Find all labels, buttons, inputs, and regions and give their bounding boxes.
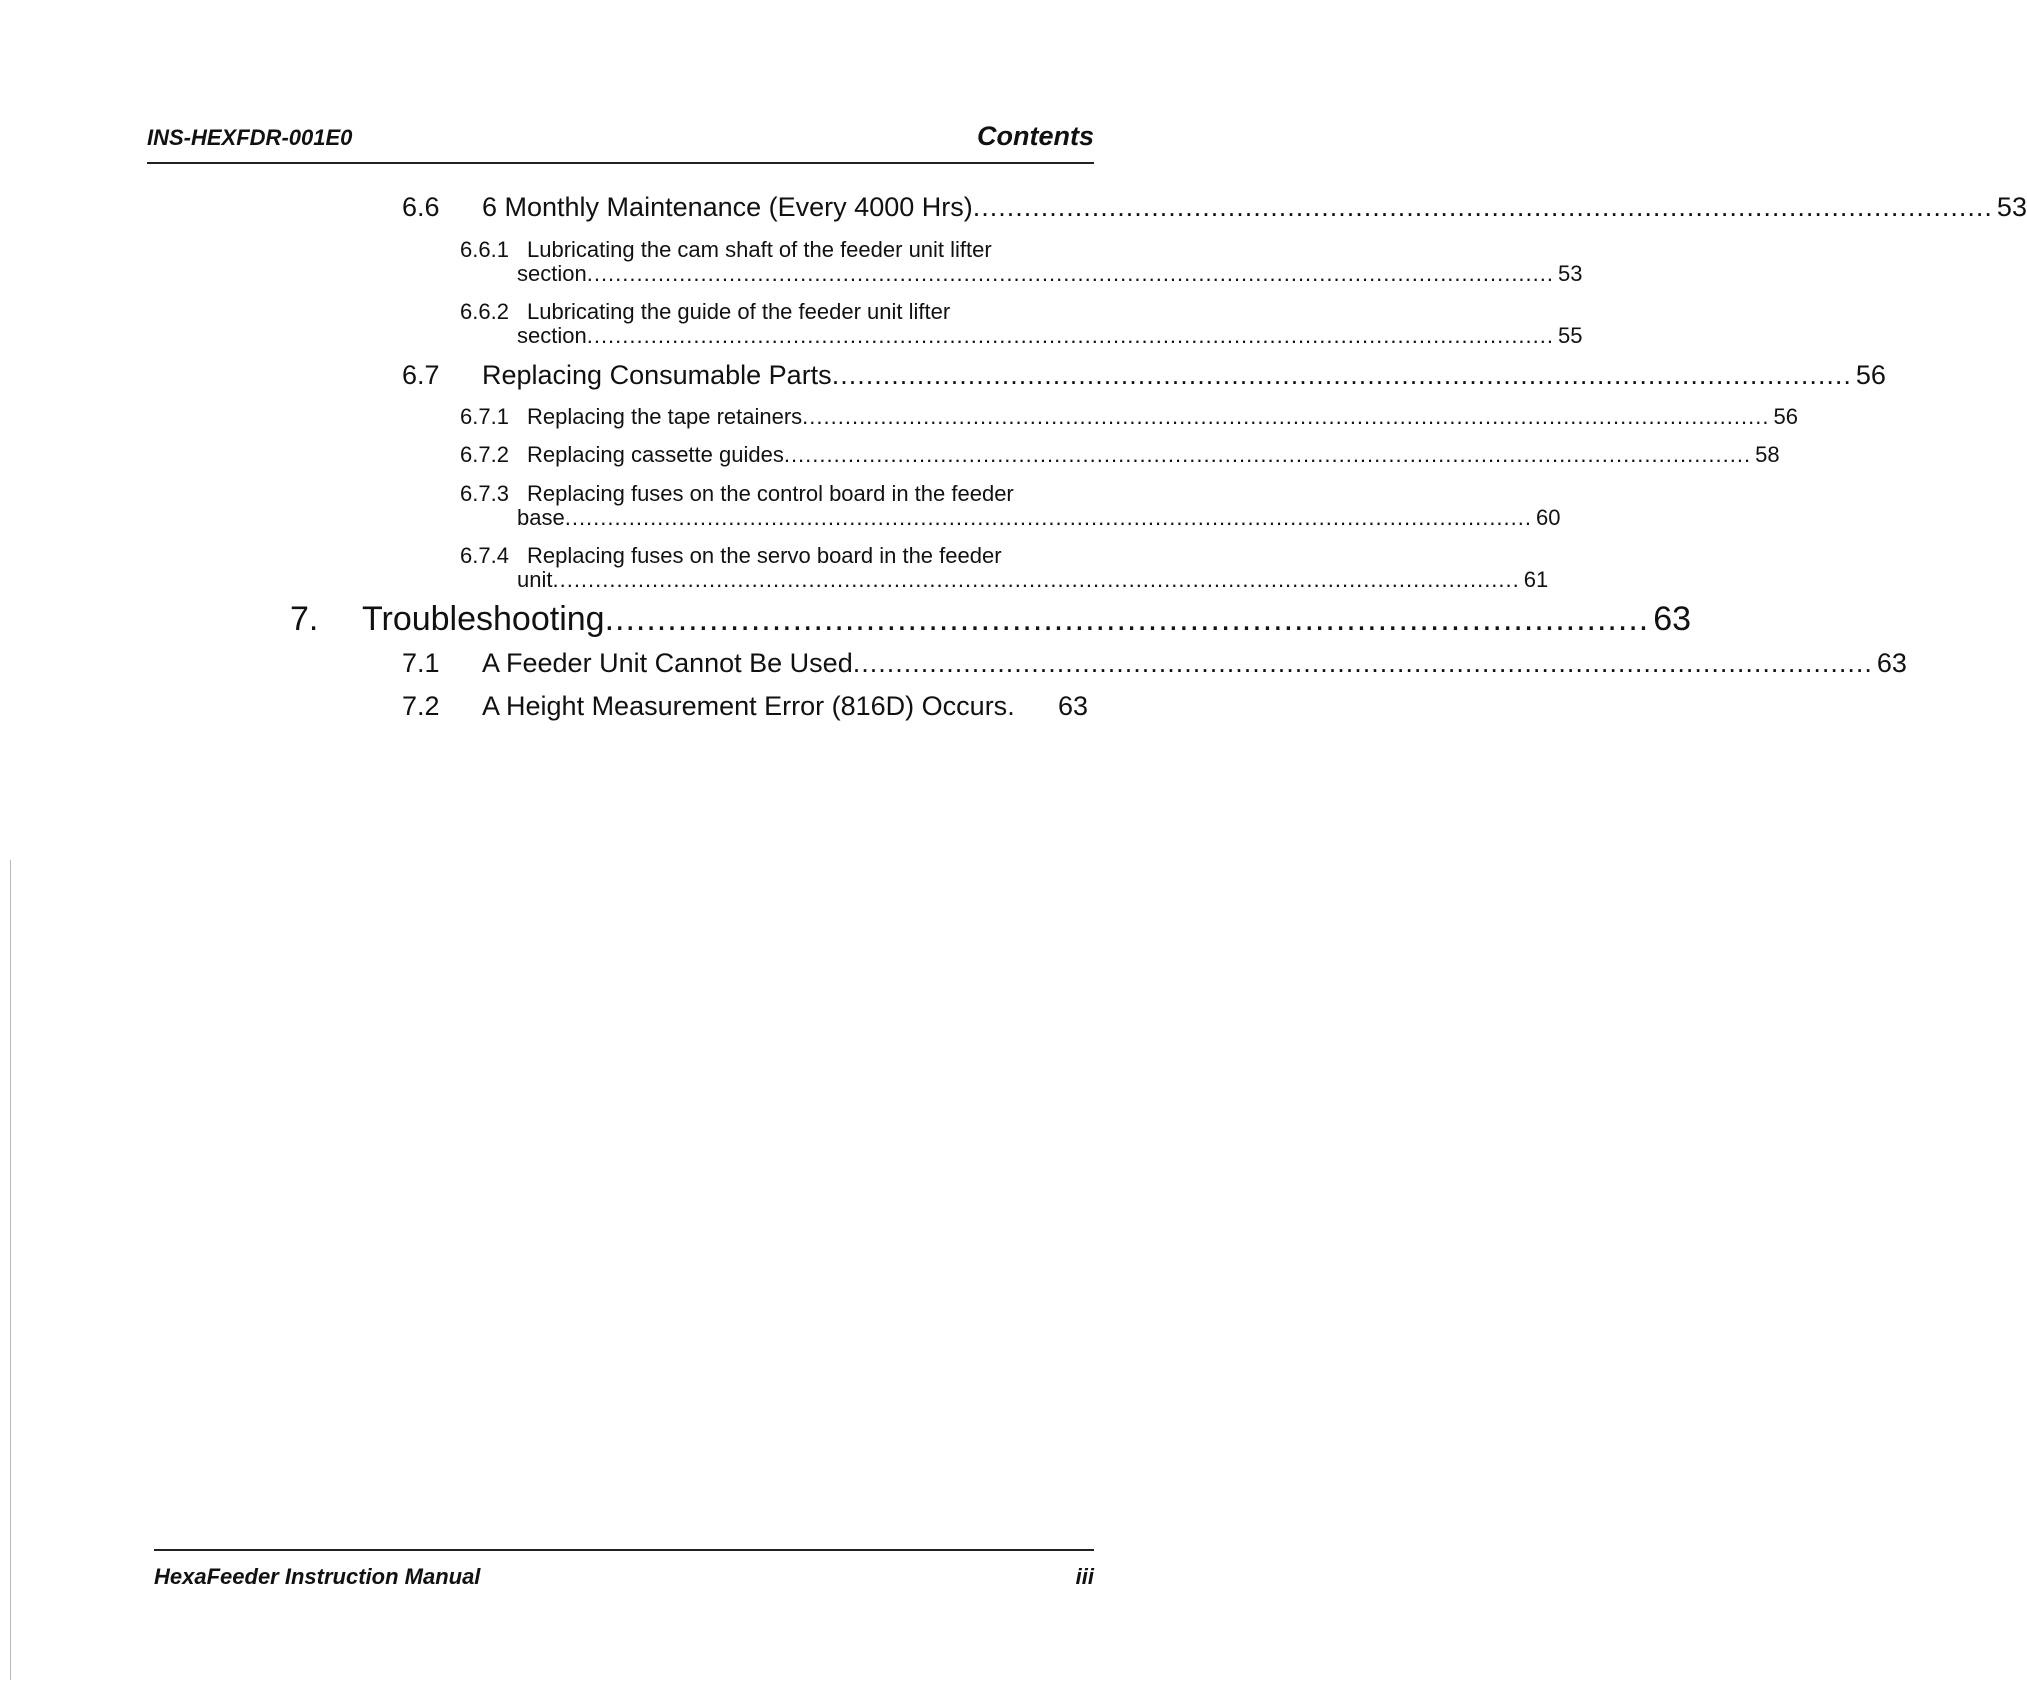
toc-number: 6.6 xyxy=(402,192,440,222)
dot-leader: ........................................................................................................................ xyxy=(972,192,1993,222)
dot-leader: ........................................................................................................................................ xyxy=(552,567,1520,592)
toc-number: 6.7 xyxy=(402,360,440,390)
toc-leader-row xyxy=(517,261,1583,287)
toc-title: A Height Measurement Error (816D) Occurs xyxy=(482,691,1008,721)
toc-title-line2: unit xyxy=(517,567,553,592)
toc-page: 63 xyxy=(1876,648,1907,678)
toc-number: 7.1 xyxy=(402,648,440,678)
toc-page: 53 xyxy=(1558,261,1583,286)
toc-page: 63 xyxy=(1057,691,1088,721)
toc-leader-row xyxy=(517,505,1561,531)
toc-title: Replacing the tape retainers xyxy=(527,404,803,429)
toc-leader-row xyxy=(517,323,1583,349)
toc-title-line1: Replacing fuses on the servo board in the feeder xyxy=(527,543,1002,568)
toc-page: 61 xyxy=(1523,567,1549,592)
toc-page: 55 xyxy=(1558,323,1583,348)
dot-leader: ........................................................................................................................................ xyxy=(564,505,1532,530)
dot-leader: ........................................................................................................................ xyxy=(852,648,1873,678)
footer-rule xyxy=(154,1549,1094,1551)
dot-leader: . xyxy=(1007,691,1016,721)
toc-page: 56 xyxy=(1855,360,1886,390)
toc-leader-row xyxy=(517,567,1549,593)
toc-title-line1: Lubricating the cam shaft of the feeder unit lifter xyxy=(527,237,992,262)
toc-number: 6.7.4 xyxy=(460,543,509,568)
dot-leader: ........................................................................................................................ xyxy=(831,360,1852,390)
toc-page: 63 xyxy=(1653,600,1692,638)
toc-number: 6.7.3 xyxy=(460,481,509,506)
toc-page: 53 xyxy=(1996,192,2027,222)
toc-leader-row xyxy=(527,404,1798,430)
toc-leader-row xyxy=(362,600,1692,639)
toc-number: 6.7.1 xyxy=(460,404,509,429)
toc-title: Troubleshooting xyxy=(362,600,605,638)
toc-leader-row xyxy=(482,691,1088,722)
toc-page: 58 xyxy=(1755,442,1780,467)
toc-leader-row xyxy=(482,360,1886,391)
dot-leader: ........................................................................................................................................ xyxy=(802,404,1770,429)
toc-title-line2: section xyxy=(517,323,587,348)
toc-number: 6.6.2 xyxy=(460,299,509,324)
toc-leader-row xyxy=(527,442,1780,468)
toc-title-line1: Lubricating the guide of the feeder unit lifter xyxy=(527,299,951,324)
toc-title-line1: Replacing fuses on the control board in the feeder xyxy=(527,481,1014,506)
footer-page-number: iii xyxy=(1075,1564,1094,1589)
toc-number: 6.6.1 xyxy=(460,237,509,262)
dot-leader: ........................................................................................................................................ xyxy=(586,261,1554,286)
toc-page: 56 xyxy=(1773,404,1798,429)
toc-title: 6 Monthly Maintenance (Every 4000 Hrs) xyxy=(482,192,973,222)
toc-title-line2: base xyxy=(517,505,565,530)
dot-leader: .................................................................................................... xyxy=(604,600,1650,638)
footer-manual-title: HexaFeeder Instruction Manual xyxy=(154,1564,481,1589)
toc-number: 7.2 xyxy=(402,691,440,721)
toc-number: 7. xyxy=(290,600,319,638)
toc-title: Replacing Consumable Parts xyxy=(482,360,832,390)
toc-title: A Feeder Unit Cannot Be Used xyxy=(482,648,853,678)
toc-leader-row xyxy=(482,192,2027,223)
dot-leader: ........................................................................................................................................ xyxy=(783,442,1752,467)
toc-title: Replacing cassette guides xyxy=(527,442,784,467)
scan-edge-line xyxy=(10,860,11,1680)
section-title: Contents xyxy=(977,121,1094,151)
toc-number: 6.7.2 xyxy=(460,442,509,467)
toc-title-line2: section xyxy=(517,261,587,286)
document-id: INS-HEXFDR-001E0 xyxy=(147,125,353,150)
toc-page: 60 xyxy=(1536,505,1561,530)
dot-leader: ........................................................................................................................................ xyxy=(586,323,1554,348)
toc-leader-row xyxy=(482,648,1907,679)
